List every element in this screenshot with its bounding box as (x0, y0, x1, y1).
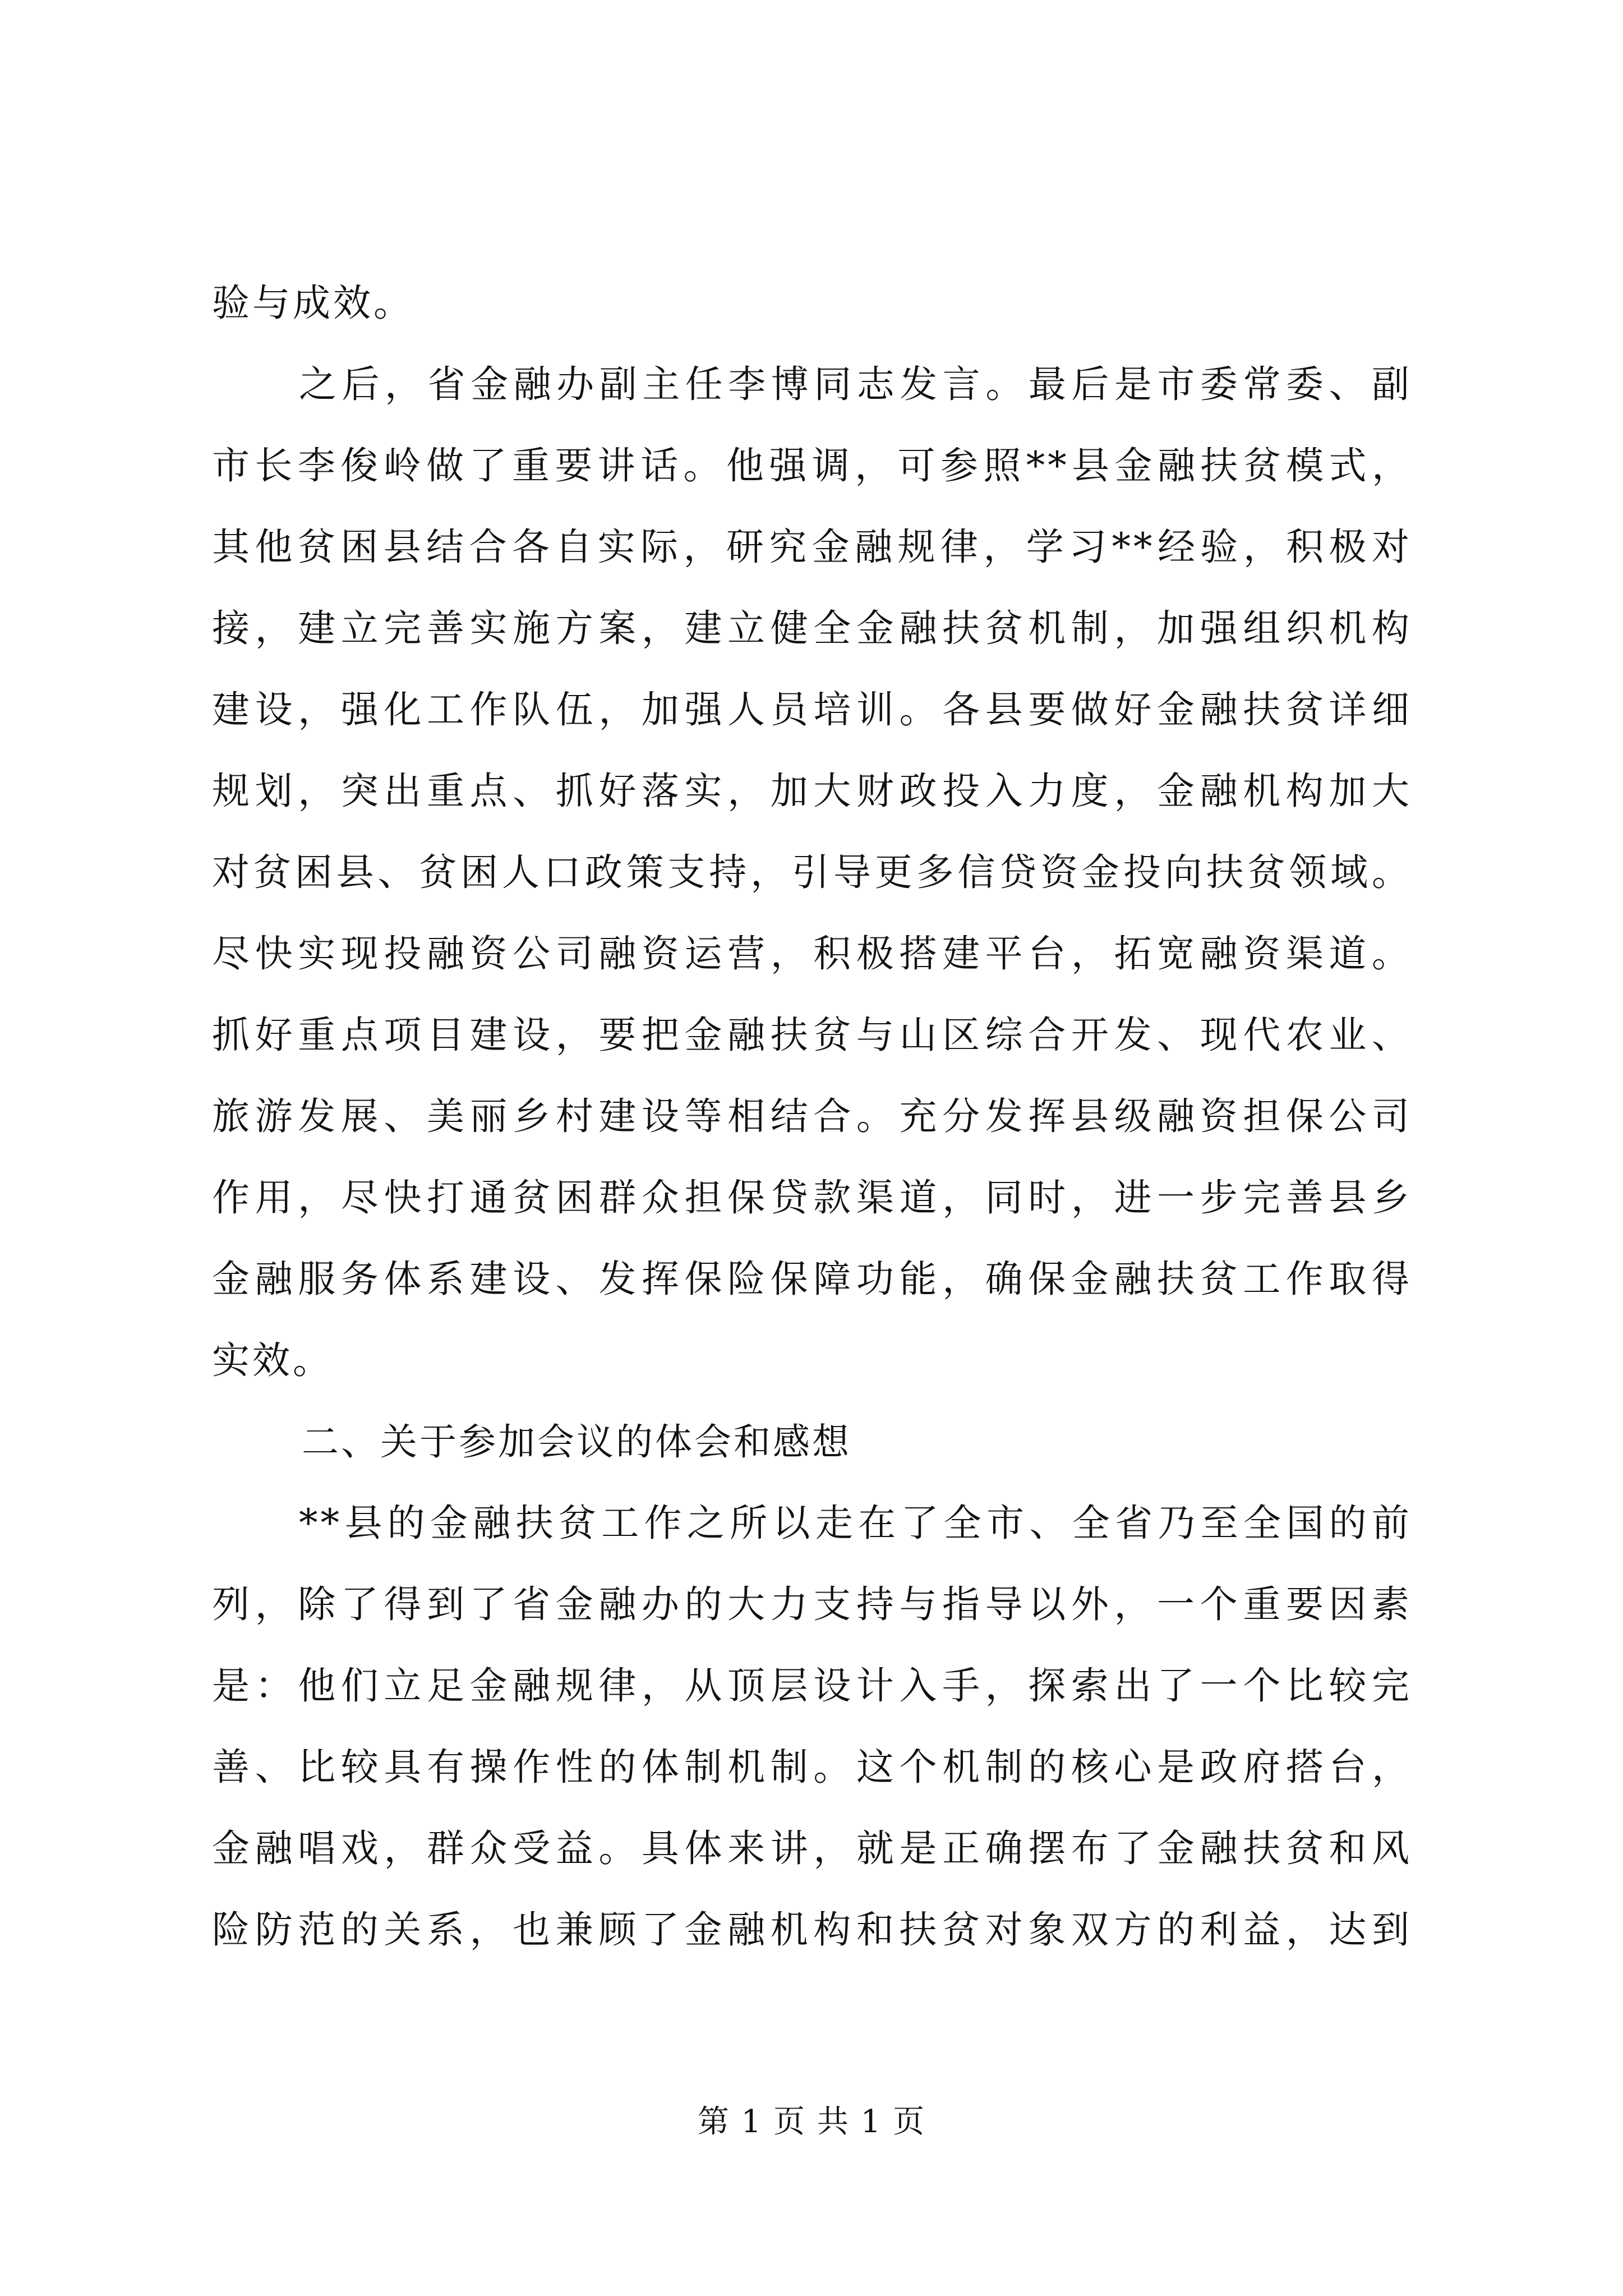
text-line: 对贫困县、贫困人口政策支持，引导更多信贷资金投向扶贫领域。 (212, 850, 1412, 894)
text-line: 金融服务体系建设、发挥保险保障功能，确保金融扶贫工作取得 (212, 1257, 1412, 1301)
text-line: 善、比较具有操作性的体制机制。这个机制的核心是政府搭台， (212, 1745, 1412, 1789)
text-line: 验与成效。 (212, 281, 414, 325)
text-line: 险防范的关系，也兼顾了金融机构和扶贫对象双方的利益，达到 (212, 1908, 1412, 1952)
text-line: 是：他们立足金融规律，从顶层设计入手，探索出了一个比较完 (212, 1664, 1412, 1708)
text-line: 规划，突出重点、抓好落实，加大财政投入力度，金融机构加大 (212, 769, 1412, 813)
text-line: 抓好重点项目建设，要把金融扶贫与山区综合开发、现代农业、 (212, 1013, 1412, 1057)
text-line: 作用，尽快打通贫困群众担保贷款渠道，同时，进一步完善县乡 (212, 1176, 1412, 1220)
section-heading: 二、关于参加会议的体会和感想 (302, 1420, 851, 1464)
text-line: 建设，强化工作队伍，加强人员培训。各县要做好金融扶贫详细 (212, 688, 1412, 731)
text-line: 之后，省金融办副主任李博同志发言。最后是市委常委、副 (299, 362, 1412, 406)
text-line: 接，建立完善实施方案，建立健全金融扶贫机制，加强组织机构 (212, 606, 1412, 650)
document-body (212, 263, 1412, 1971)
text-line: 市长李俊岭做了重要讲话。他强调，可参照**县金融扶贫模式， (212, 444, 1412, 487)
text-line: 尽快实现投融资公司融资运营，积极搭建平台，拓宽融资渠道。 (212, 932, 1412, 976)
page-footer: 第 1 页 共 1 页 (697, 2104, 926, 2140)
text-line: 旅游发展、美丽乡村建设等相结合。充分发挥县级融资担保公司 (212, 1094, 1412, 1138)
text-line: 列，除了得到了省金融办的大力支持与指导以外，一个重要因素 (212, 1582, 1412, 1626)
text-line: 金融唱戏，群众受益。具体来讲，就是正确摆布了金融扶贫和风 (212, 1826, 1412, 1870)
text-line: 实效。 (212, 1338, 333, 1382)
text-line: 其他贫困县结合各自实际，研究金融规律，学习**经验，积极对 (212, 525, 1412, 569)
text-line: **县的金融扶贫工作之所以走在了全市、全省乃至全国的前 (299, 1501, 1412, 1545)
